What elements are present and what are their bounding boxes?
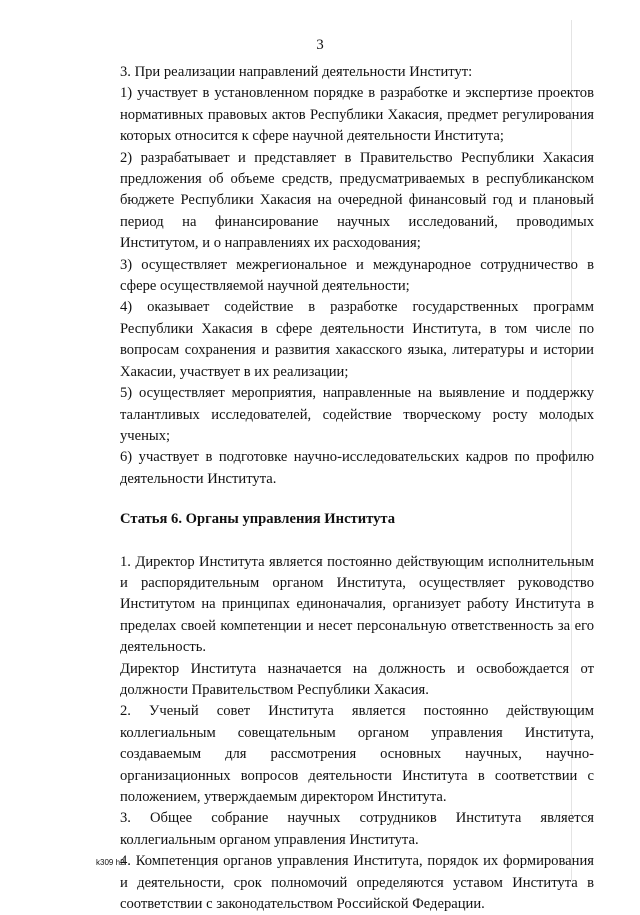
document-body xyxy=(120,62,594,915)
footer-code: k309 h2 xyxy=(96,858,125,867)
article6-paragraph-1: 1. Директор Института является постоянно действующим исполнительным и распорядительным органом Института, осуществляет руководство Институтом на принципах единоначалия, организует работу Института в пределах своей компетенции и несет персональную ответственность за его деятельность. xyxy=(120,553,594,656)
article6-paragraph-4: 4. Компетенция органов управления Института, порядок их формирования и деятельности, срок полномочий определяются уставом Института в соответствии с законодательством Российской Федерации. xyxy=(120,853,594,913)
article6-paragraph-3: 3. Общее собрание научных сотрудников Института является коллегиальным органом управления Института. xyxy=(120,810,594,848)
article6-paragraph-2: 2. Ученый совет Института является постоянно действующим коллегиальным совещательным органом управления Института, создаваемым для рассмотрения основных научных, научно-организационных вопросов деятельности Института в соответствии с положением, утверждаемым директором Института. xyxy=(120,703,594,805)
article6-paragraph-director: Директор Института назначается на должность и освобождается от должности Правительством Республики Хакасия. xyxy=(120,660,594,698)
page-number: 3 xyxy=(316,37,324,53)
section3-item-5: 5) осуществляет мероприятия, направленные на выявление и поддержку талантливых исследователей, содействие творческому росту молодых ученых; xyxy=(120,385,594,444)
section3-item-1: 1) участвует в установленном порядке в разработке и экспертизе проектов нормативных правовых актов Республики Хакасия, предмет регулирования которых относится к сфере научной деятельности Института; xyxy=(120,85,594,145)
section3-item-6: 6) участвует в подготовке научно-исследовательских кадров по профилю деятельности Института. xyxy=(120,449,594,487)
section3-item-3: 3) осуществляет межрегиональное и международное сотрудничество в сфере осуществляемой научной деятельности; xyxy=(120,256,594,295)
section3-item-4: 4) оказывает содействие в разработке государственных программ Республики Хакасия в сфере деятельности Института, в том числе по вопросам сохранения и развития хакасского языка, литературы и истории Хакасии, участвует в их реализации; xyxy=(120,299,594,380)
article-6-heading: Статья 6. Органы управления Института xyxy=(120,511,396,528)
section3-intro: 3. При реализации направлений деятельности Институт: xyxy=(120,64,473,80)
section3-item-2: 2) разрабатывает и представляет в Правительство Республики Хакасия предложения об объеме средств, предусматриваемых в республиканском бюджете Республики Хакасия на очередной финансовый год и плановый период на финансирование научных исследований, проводимых Институтом, и о направлениях их расходования; xyxy=(120,149,594,252)
